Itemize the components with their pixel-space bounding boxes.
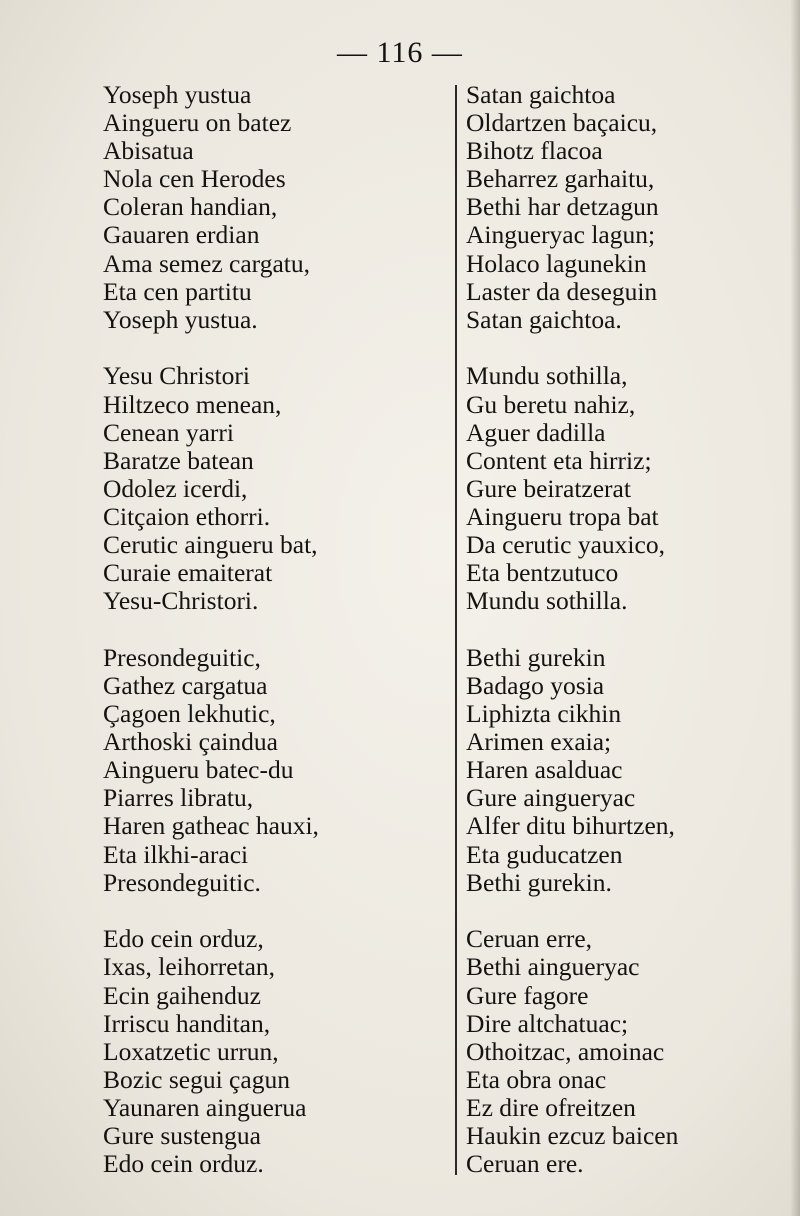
- verse-line: Piarres libratu,: [103, 783, 254, 813]
- verse-line: Odolez icerdi,: [103, 473, 248, 503]
- verse-line: Ama semez cargatu,: [103, 248, 310, 278]
- stanza: [103, 644, 319, 897]
- verse-line: Bozic segui çagun: [103, 1064, 290, 1094]
- verse-line: Ecin gaihenduz: [103, 980, 261, 1010]
- verse-line: Liphizta cikhin: [466, 699, 622, 729]
- column-divider: [455, 85, 457, 1175]
- verse-line: Edo cein orduz.: [103, 1149, 264, 1179]
- verse-line: Othoitzac, amoinac: [466, 1036, 665, 1066]
- verse-line: Ainguerуac lagun;: [466, 220, 656, 250]
- verse-line: Bethi har detzagun: [466, 192, 659, 222]
- verse-line: Haren gatheac hauxi,: [103, 811, 319, 841]
- verse-line: Coleran handian,: [103, 192, 278, 222]
- verse-line: Edo cein orduz,: [103, 924, 264, 954]
- verse-line: Beharrez garhaitu,: [466, 164, 655, 194]
- verse-line: Baratze batean: [103, 445, 254, 475]
- verse-line: Bethi gurekin.: [466, 867, 612, 897]
- verse-line: Eta guducatzen: [466, 839, 623, 869]
- stanza: [103, 925, 319, 1178]
- verse-line: Laster da deseguin: [466, 276, 658, 306]
- verse-line: Presondeguitic,: [103, 642, 261, 672]
- verse-line: Gure ainguerуac: [466, 783, 636, 813]
- verse-line: Mundu sothilla.: [466, 586, 628, 616]
- verse-line: Ixas, leihorretan,: [103, 952, 276, 982]
- left-column: [103, 81, 319, 1207]
- verse-line: Haukin ezcuz baicen: [466, 1120, 679, 1150]
- verse-line: Curaie emaiterat: [103, 558, 273, 588]
- verse-line: Arthoski çaindua: [103, 727, 278, 757]
- stanza: [466, 644, 678, 897]
- verse-line: Mundu sothilla,: [466, 361, 628, 391]
- verse-line: Ceruan ere.: [466, 1149, 584, 1179]
- verse-line: Citçaion ethorri.: [103, 501, 271, 531]
- stanza: [103, 362, 319, 615]
- verse-line: Haren asalduac: [466, 755, 623, 785]
- verse-line: Yesu-Christori.: [103, 586, 259, 616]
- stanza: [466, 362, 678, 615]
- verse-line: Yaunaren ainguerua: [103, 1092, 307, 1122]
- verse-line: Gu beretu nahiz,: [466, 389, 636, 419]
- verse-line: Ceruan erre,: [466, 924, 593, 954]
- verse-line: Irriscu handitan,: [103, 1008, 271, 1038]
- verse-line: Arimen exaia;: [466, 727, 612, 757]
- verse-line: Content eta hirriz;: [466, 445, 652, 475]
- verse-line: Holaco lagunekin: [466, 248, 647, 278]
- verse-line: Gure fagore: [466, 980, 589, 1010]
- verse-line: Aingueru on batez: [103, 108, 292, 138]
- verse-line: Satan gaichtoa.: [466, 304, 622, 334]
- verse-line: Gauaren erdian: [103, 220, 260, 250]
- stanza: [103, 81, 319, 334]
- verse-line: Cenean yarri: [103, 417, 234, 447]
- verse-line: Satan gaichtoa: [466, 80, 616, 109]
- verse-line: Aguer dadilla: [466, 417, 606, 447]
- page-number: — 116 —: [337, 36, 463, 69]
- right-column: [466, 81, 678, 1207]
- verse-line: Aingueru batec-du: [103, 755, 294, 785]
- verse-line: Presondeguitic.: [103, 867, 261, 897]
- verse-line: Yoseph yustua: [103, 80, 252, 109]
- verse-line: Hiltzeco menean,: [103, 389, 282, 419]
- verse-line: Abisatua: [103, 136, 194, 166]
- verse-line: Eta cen partitu: [103, 276, 252, 306]
- verse-line: Yoseph yustua.: [103, 304, 258, 334]
- verse-line: Eta obra onac: [466, 1064, 607, 1094]
- verse-line: Loxatzetic urrun,: [103, 1036, 279, 1066]
- page-edge-shadow: [790, 0, 800, 1216]
- verse-line: Alfer ditu bihurtzen,: [466, 811, 675, 841]
- verse-line: Gure beiratzerat: [466, 473, 631, 503]
- verse-line: Eta ilkhi-araci: [103, 839, 249, 869]
- stanza: [466, 81, 678, 334]
- verse-line: Badago yosia: [466, 670, 605, 700]
- verse-line: Bihotz flacoa: [466, 136, 603, 166]
- verse-line: Da cerutic yauxico,: [466, 530, 665, 559]
- verse-line: Bethi gurekin: [466, 642, 606, 672]
- verse-line: Bethi ainguerуac: [466, 952, 640, 982]
- verse-line: Oldartzen baçaicu,: [466, 108, 658, 138]
- verse-line: Gure sustengua: [103, 1120, 261, 1150]
- verse-line: Ez dire ofreitzen: [466, 1092, 636, 1122]
- verse-line: Gathez cargatua: [103, 670, 268, 700]
- verse-line: Yesu Christori: [103, 361, 250, 391]
- verse-line: Aingueru tropa bat: [466, 501, 659, 531]
- verse-line: Çagoen lekhutic,: [103, 699, 276, 729]
- stanza: [466, 925, 678, 1178]
- verse-line: Eta bentzutuco: [466, 558, 619, 588]
- verse-line: Cerutic aingueru bat,: [103, 530, 318, 559]
- verse-line: Dire altchatuac;: [466, 1008, 629, 1038]
- verse-line: Nola cen Herodes: [103, 164, 286, 194]
